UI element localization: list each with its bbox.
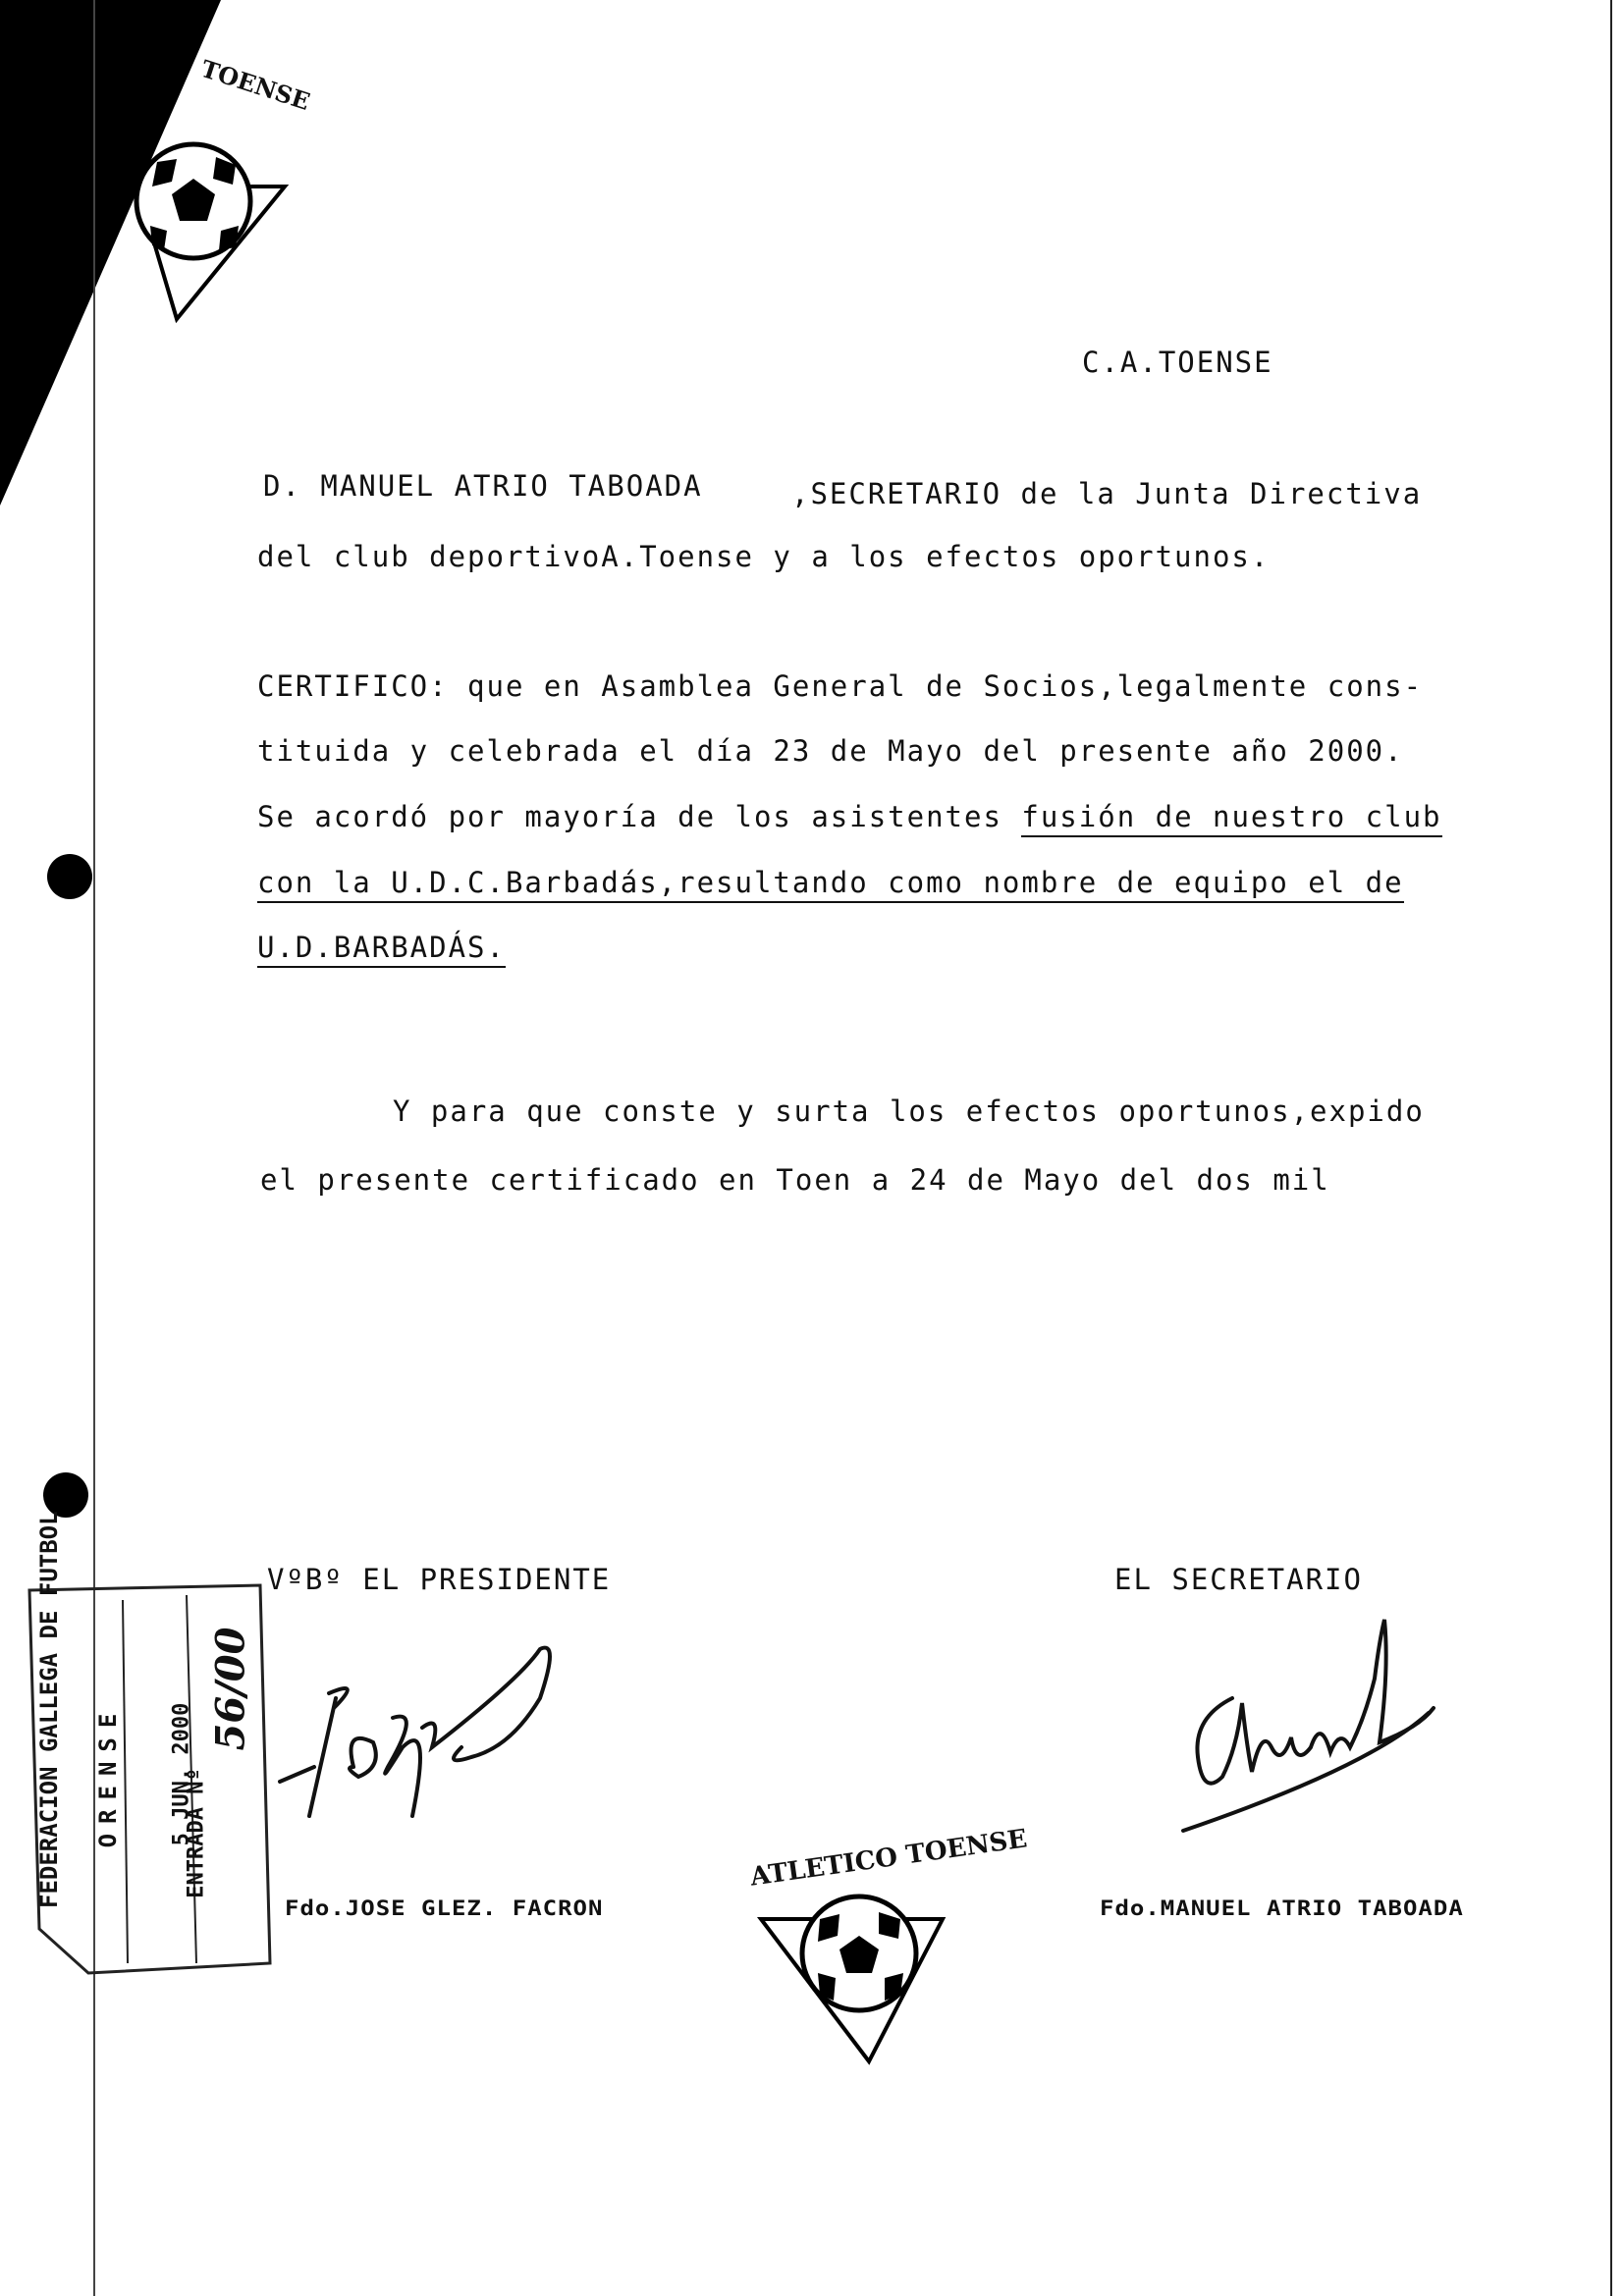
football-crest-icon [123, 69, 299, 334]
certify-line-2: tituida y celebrada el día 23 de Mayo del presente año 2000. [257, 734, 1404, 768]
stamp-federation: FEDERACION GALLEGA DE FUTBOL [35, 1511, 63, 1908]
stamp-entry-number: 56/00 [207, 1627, 254, 1751]
closing-line-2: el presente certificado en Toen a 24 de Mayo del dos mil [260, 1163, 1330, 1197]
secretary-title: EL SECRETARIO [1114, 1563, 1363, 1596]
club-code-header: C.A.TOENSE [1082, 346, 1273, 379]
secretary-name: D. MANUEL ATRIO TABOADA [263, 469, 703, 503]
club-logo-bottom [741, 1824, 1029, 2071]
stamp-date: 5 JUN. 2000 [169, 1702, 194, 1846]
certify-line-1: CERTIFICO: que en Asamblea General de Socios,legalmente cons- [257, 669, 1424, 703]
logo-text-top: TOENSE [197, 53, 314, 117]
certify-line-3-plain: Se acordó por mayoría de los asistentes [257, 800, 1022, 833]
club-logo-top [123, 53, 314, 334]
punch-hole [47, 854, 92, 899]
closing-line-1: Y para que conste y surta los efectos oportunos,expido [393, 1095, 1425, 1128]
secretary-signature [1173, 1610, 1438, 1845]
certify-line-3 [257, 800, 1442, 833]
logo-text-bottom: ATLETICO TOENSE [748, 1824, 1029, 1893]
merger-underlined: fusión de nuestro club [1021, 800, 1441, 837]
secretary-name-signed: Fdo.MANUEL ATRIO TABOADA [1100, 1896, 1464, 1921]
registration-stamp [10, 1511, 304, 1988]
intro-line-1: ,SECRETARIO de la Junta Directiva [791, 477, 1423, 510]
stamp-city: ORENSE [94, 1703, 122, 1848]
president-name: Fdo.JOSE GLEZ. FACRON [285, 1896, 604, 1921]
certify-line-4: con la U.D.C.Barbadás,resultando como nombre de equipo el de [257, 866, 1404, 903]
new-team-name: U.D.BARBADÁS. [257, 931, 506, 968]
president-title: VºBº EL PRESIDENTE [267, 1563, 612, 1596]
stamp-entry-label: ENTRADA Nº [184, 1768, 209, 1898]
president-signature [275, 1620, 560, 1836]
intro-line-2: del club deportivoA.Toense y a los efectos oportunos. [257, 540, 1271, 573]
page-edge-line-right [1610, 0, 1612, 2296]
